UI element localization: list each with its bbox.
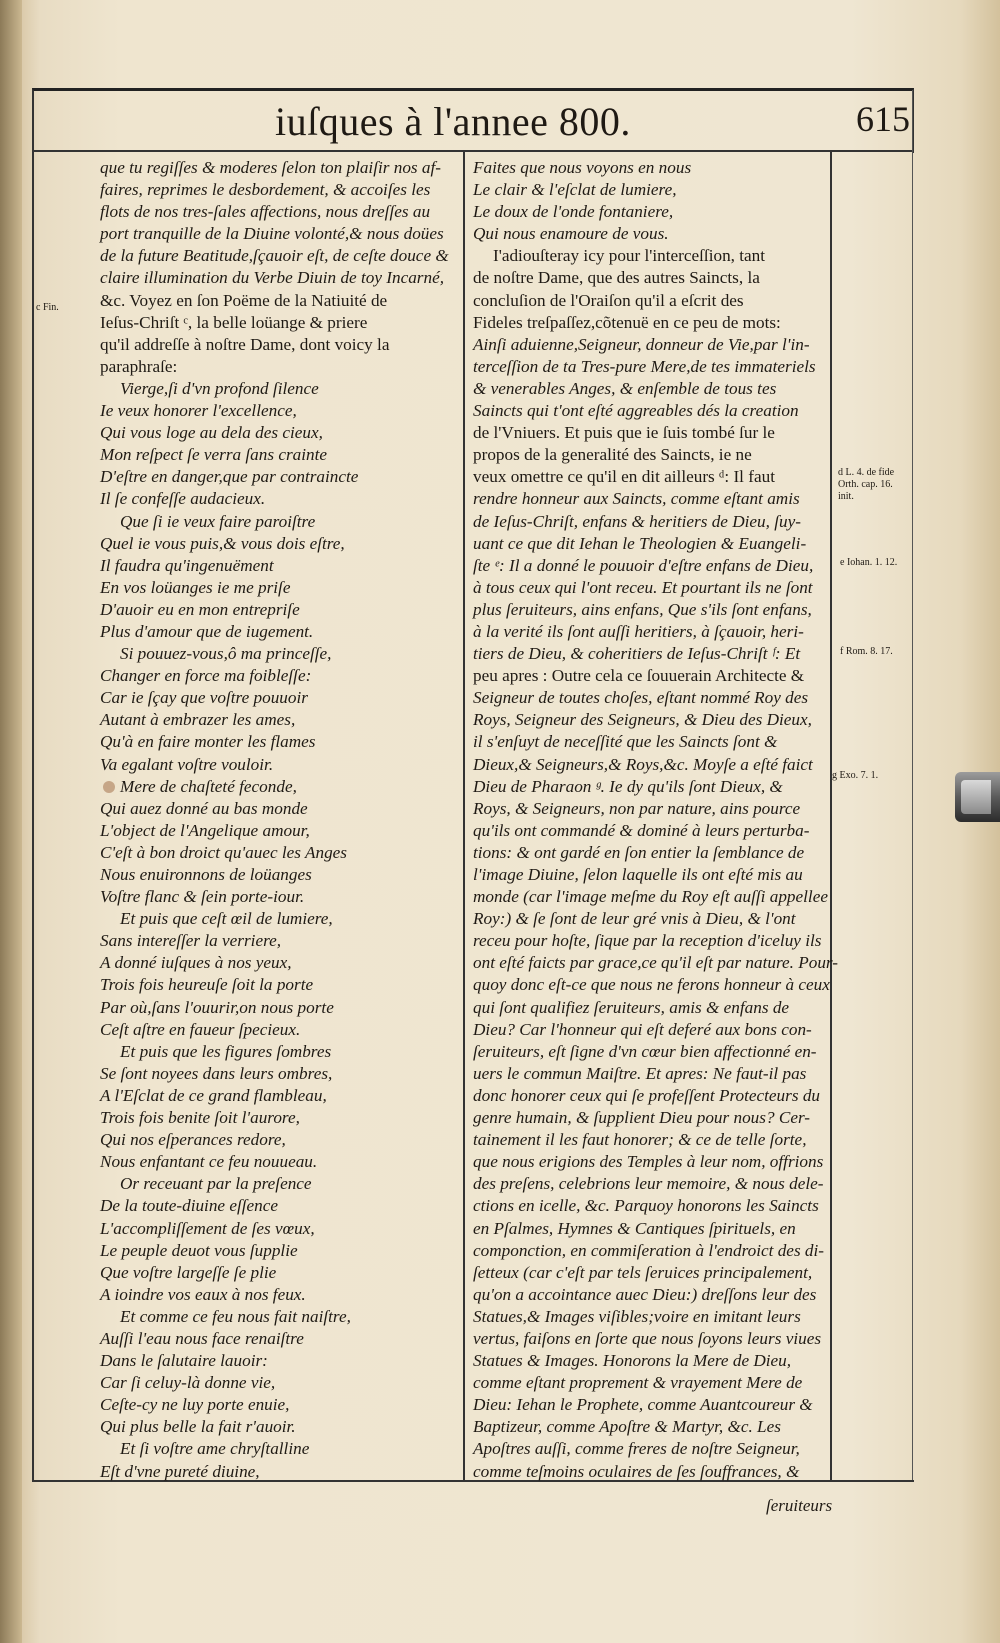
text-line: ſetteux (car c'eſt par tels ſeruices principalement, [473,1262,813,1282]
text-line: ctions en icelle, &c. Parquoy honorons les Saincts [473,1196,819,1216]
text-line: D'auoir eu en mon entrepriſe [100,599,300,619]
text-line: Saincts qui t'ont eſté aggreables dés la creation [473,401,799,421]
text-line: Qu'à en faire monter les flames [100,732,316,752]
text-line: comme teſmoins oculaires de ſes ſouffrances, & [473,1461,800,1481]
book-clip [955,772,1000,822]
text-line: Ceſt aſtre en faueur ſpecieux. [100,1019,301,1039]
text-line: de la future Beatitude,ſçauoir eſt, de ceſte douce & [100,246,449,266]
text-line: Que voſtre largeſſe ſe plie [100,1262,277,1282]
margin-note-d: d L. 4. de fide Orth. cap. 16. init. [838,467,895,502]
text-line: Nous enfantant ce feu nouueau. [100,1152,318,1172]
text-line: Mon reſpect ſe verra ſans crainte [100,445,328,465]
text-line: genre humain, & ſupplient Dieu pour nous? Cer- [473,1108,811,1128]
text-line: Mere de chaſteté feconde, [120,776,297,796]
text-line: Nous enuironnons de loüanges [100,865,312,884]
text-line: Seigneur de toutes choſes, eſtant nommé Roy des [473,688,809,708]
text-line: qu'on a accointance auec Dieu:) dreſſons leur des [473,1284,817,1304]
text-line: L'object de l'Angelique amour, [100,820,310,840]
text-line: Dieu? Car l'honneur qui eſt deferé aux bons con- [473,1019,812,1039]
text-line: concluſion de l'Oraiſon qu'il a eſcrit des [473,290,744,310]
text-line: propos de la generalité des Saincts, ie ne [473,445,752,465]
header-rule [32,150,914,152]
text-line: il s'enſuyt de neceſſité que les Saincts ſont & [473,732,778,752]
text-line: uant ce que dit Iehan le Theologien & Euangeli- [473,533,807,553]
text-line: de Ieſus-Chriſt, enfans & heritiers de Dieu, ſuy- [473,511,801,531]
text-line: Par où,ſans l'ouurir,on nous porte [100,997,334,1017]
text-line: en Pſalmes, Hymnes & Cantiques ſpirituels, en [473,1218,796,1238]
text-line: Quel ie vous puis,& vous dois eſtre, [100,533,345,553]
text-line: Dieu de Pharaon ᵍ. Ie dy qu'ils ſont Dieux, & [473,776,783,796]
right-text-column [473,157,838,1483]
text-line: Qui nous enamoure de vous. [473,224,669,244]
text-line: paraphraſe: [100,356,178,376]
text-line: Il ſe confeſſe audacieux. [100,489,266,509]
text-line: Faites que nous voyons en nous [473,158,692,177]
text-line: tiers de Dieu, & coheritiers de Ieſus-Chriſt ᶠ: Et [473,644,801,664]
margin-note-c: c Fin. [36,302,59,313]
text-line: Plus d'amour que de iugement. [100,621,314,641]
left-text-column [100,157,456,1483]
text-line: Statues,& Images viſibles;voire en imitant leurs [473,1306,801,1326]
text-line: Et puis que les figures ſombres [120,1041,332,1061]
text-line: port tranquille de la Diuine volonté,& nous doües [100,224,444,244]
text-line: Il faudra qu'ingenuëment [100,555,274,575]
text-line: Roy:) & ſe ſont de leur gré vnis à Dieu, & l'ont [473,909,796,929]
text-line: tainement il les faut honorer; & ce de telle ſorte, [473,1130,807,1150]
text-line: Dieu: Iehan le Prophete, comme Auantcoureur & [473,1395,813,1415]
text-line: ſeruiteurs, eſt ſigne d'vn cœur bien affectionné en- [473,1041,817,1061]
text-line: Sans intereſſer la verriere, [100,931,282,951]
text-line: &c. Voyez en ſon Poëme de la Natiuité de [100,290,388,310]
text-line: A ioindre vos eaux à nos feux. [100,1284,306,1304]
text-line: componction, en commiſeration à l'endroict des di- [473,1240,825,1260]
text-line: qui ſont qualifiez ſeruiteurs, amis & enfans de [473,997,790,1017]
text-line: L'accompliſſement de ſes vœux, [100,1218,315,1238]
text-line: Baptizeur, comme Apoſtre & Martyr, &c. Les [473,1417,781,1437]
text-line: des preſens, celebrions leur memoire, & nous dele- [473,1174,824,1194]
text-line: quoy donc eſt-ce que nous ne ferons honneur à ceux [473,975,830,995]
text-line: vertus, faiſons en ſorte que nous ſoyons leurs viues [473,1328,822,1348]
text-line: Car ſi celuy-là donne vie, [100,1373,276,1393]
text-line: Se ſont noyees dans leurs ombres, [100,1063,333,1083]
text-line: Roys, & Seigneurs, non par nature, ains pource [473,798,801,818]
text-line: Car ie ſçay que voſtre pouuoir [100,688,308,708]
text-line: que nous erigions des Temples à leur nom, offrions [473,1152,824,1172]
text-line: Roys, Seigneur des Seigneurs, & Dieu des Dieux, [473,710,812,730]
column-divider [463,150,465,1480]
running-title: iuſques à l'annee 800. [275,99,631,144]
text-line: de noſtre Dame, que des autres Saincts, la [473,268,760,288]
text-line: à tous ceux qui l'ont receu. Et pourtant ils ne ſont [473,577,813,597]
text-line: Voſtre flanc & ſein porte-iour. [100,887,305,907]
text-line: Qui plus belle la fait r'auoir. [100,1417,296,1437]
text-line: A donné iuſques à nos yeux, [100,953,292,973]
text-line: flots de nos tres-ſales affections, nous dreſſes au [100,202,431,222]
text-line: qu'ils ont commandé & dominé à leurs perturba- [473,820,810,840]
text-line: Que ſi ie veux faire paroiſtre [120,511,316,531]
text-line: Autant à embrazer les ames, [100,710,296,730]
text-line: Trois fois heureuſe ſoit la porte [100,975,314,995]
text-line: claire illumination du Verbe Diuin de toy Incarné, [100,268,444,288]
text-line: à la verité ils ſont auſſi heritiers, à ſçauoir, heri- [473,621,804,641]
text-line: plus ſeruiteurs, ains enfans, Que s'ils ſont enfans, [473,599,812,619]
text-line: peu apres : Outre cela ce ſouuerain Architecte & [473,666,805,686]
text-line: Et puis que ceſt œil de lumiere, [120,909,333,929]
text-line: ont eſté faicts par grace,ce qu'il eſt par nature. Pour- [473,953,838,973]
text-line: de l'Vniuers. Et puis que ie ſuis tombé ſur le [473,423,775,443]
text-line: De la toute-diuine eſſence [100,1196,279,1216]
text-line: terceſſion de ta Tres-pure Mere,de tes immateriels [473,356,816,376]
text-line: & venerables Anges, & enſemble de tous tes [473,378,777,398]
text-line: ſte ᵉ: Il a donné le pouuoir d'eſtre enfans de Dieu, [473,555,814,575]
text-line: qu'il addreſſe à noſtre Dame, dont voicy la [100,334,390,354]
catchword: ſeruiteurs [766,1496,833,1515]
text-line: I'adiouſteray icy pour l'interceſſion, tant [493,246,766,266]
text-line: Or receuant par la preſence [120,1174,312,1194]
text-line: Vierge,ſi d'vn profond ſilence [120,378,319,398]
text-line: Et comme ce feu nous fait naiſtre, [120,1306,351,1326]
left-frame-rule [32,150,34,1480]
text-line: Le doux de l'onde fontaniere, [473,202,674,222]
margin-note-e: e Iohan. 1. 12. [840,557,898,568]
text-line: rendre honneur aux Saincts, comme eſtant amis [473,489,800,509]
text-line: Dans le ſalutaire lauoir: [100,1351,268,1371]
text-line: que tu regiſſes & moderes ſelon ton plaiſir nos af- [100,158,442,177]
text-line: receu pour hoſte, ſique par la reception d'iceluy ils [473,931,822,951]
text-line: uers le commun Maiſtre. Et apres: Ne faut-il pas [473,1063,807,1083]
text-line: C'eſt à bon droict qu'auec les Anges [100,842,347,862]
text-line: Apoſtres auſſi, comme freres de noſtre Seigneur, [473,1439,800,1459]
right-frame-rule [912,90,913,1480]
text-line: Ceſte-cy ne luy porte enuie, [100,1395,290,1415]
text-line: veux omettre ce qu'il en dit ailleurs ᵈ: Il faut [473,467,775,487]
text-line: Si pouuez-vous,ô ma princeſſe, [120,644,332,664]
text-line: Va egalant voſtre vouloir. [100,754,274,774]
text-line: faires, reprimes le desbordement, & accoiſes les [100,180,431,200]
text-line: Qui nos eſperances redore, [100,1130,286,1150]
margin-note-g: g Exo. 7. 1. [832,770,879,781]
text-line: Fideles treſpaſſez,cõtenuë en ce peu de mots: [473,312,781,332]
text-line: Statues & Images. Honorons la Mere de Dieu, [473,1351,792,1371]
page-number: 615 [856,99,910,139]
text-line: Ie veux honorer l'excellence, [100,401,297,421]
text-line: tions: & ont gardé en ſon entier la ſemblance de [473,842,805,862]
text-line: l'image Diuine, ſelon laquelle ils ont eſté mis au [473,865,803,884]
text-line: Ieſus-Chriſt ᶜ, la belle loüange & priere [100,312,368,332]
text-line: A l'Eſclat de ce grand flambleau, [100,1085,327,1105]
text-line: monde (car l'image meſme du Roy eſt auſſi appellee [473,887,828,907]
margin-note-f: f Rom. 8. 17. [840,646,893,657]
text-line: Ainſi aduienne,Seigneur, donneur de Vie,par l'in- [473,334,810,354]
paper-stain [103,781,115,793]
text-line: Auſſi l'eau nous face renaiſtre [100,1328,304,1348]
text-line: Eſt d'vne pureté diuine, [100,1461,260,1481]
text-line: Changer en force ma foibleſſe: [100,666,312,686]
text-line: Trois fois benite ſoit l'aurore, [100,1108,300,1128]
margin-divider [830,150,832,1480]
text-line: En vos loüanges ie me priſe [100,577,291,597]
text-line: Le peuple deuot vous ſupplie [100,1240,298,1260]
text-line: Qui vous loge au dela des cieux, [100,423,323,443]
text-line: Le clair & l'eſclat de lumiere, [473,180,677,200]
text-line: D'eſtre en danger,que par contraincte [100,467,359,487]
text-line: Et ſi voſtre ame chryſtalline [120,1439,310,1459]
text-line: comme eſtant proprement & vrayement Mere de [473,1373,803,1393]
text-line: donc honorer ceux qui ſe profeſſent Protecteurs du [473,1085,821,1105]
text-line: Dieux,& Seigneurs,& Roys,&c. Moyſe a eſté faict [473,754,813,774]
text-line: Qui auez donné au bas monde [100,798,308,818]
